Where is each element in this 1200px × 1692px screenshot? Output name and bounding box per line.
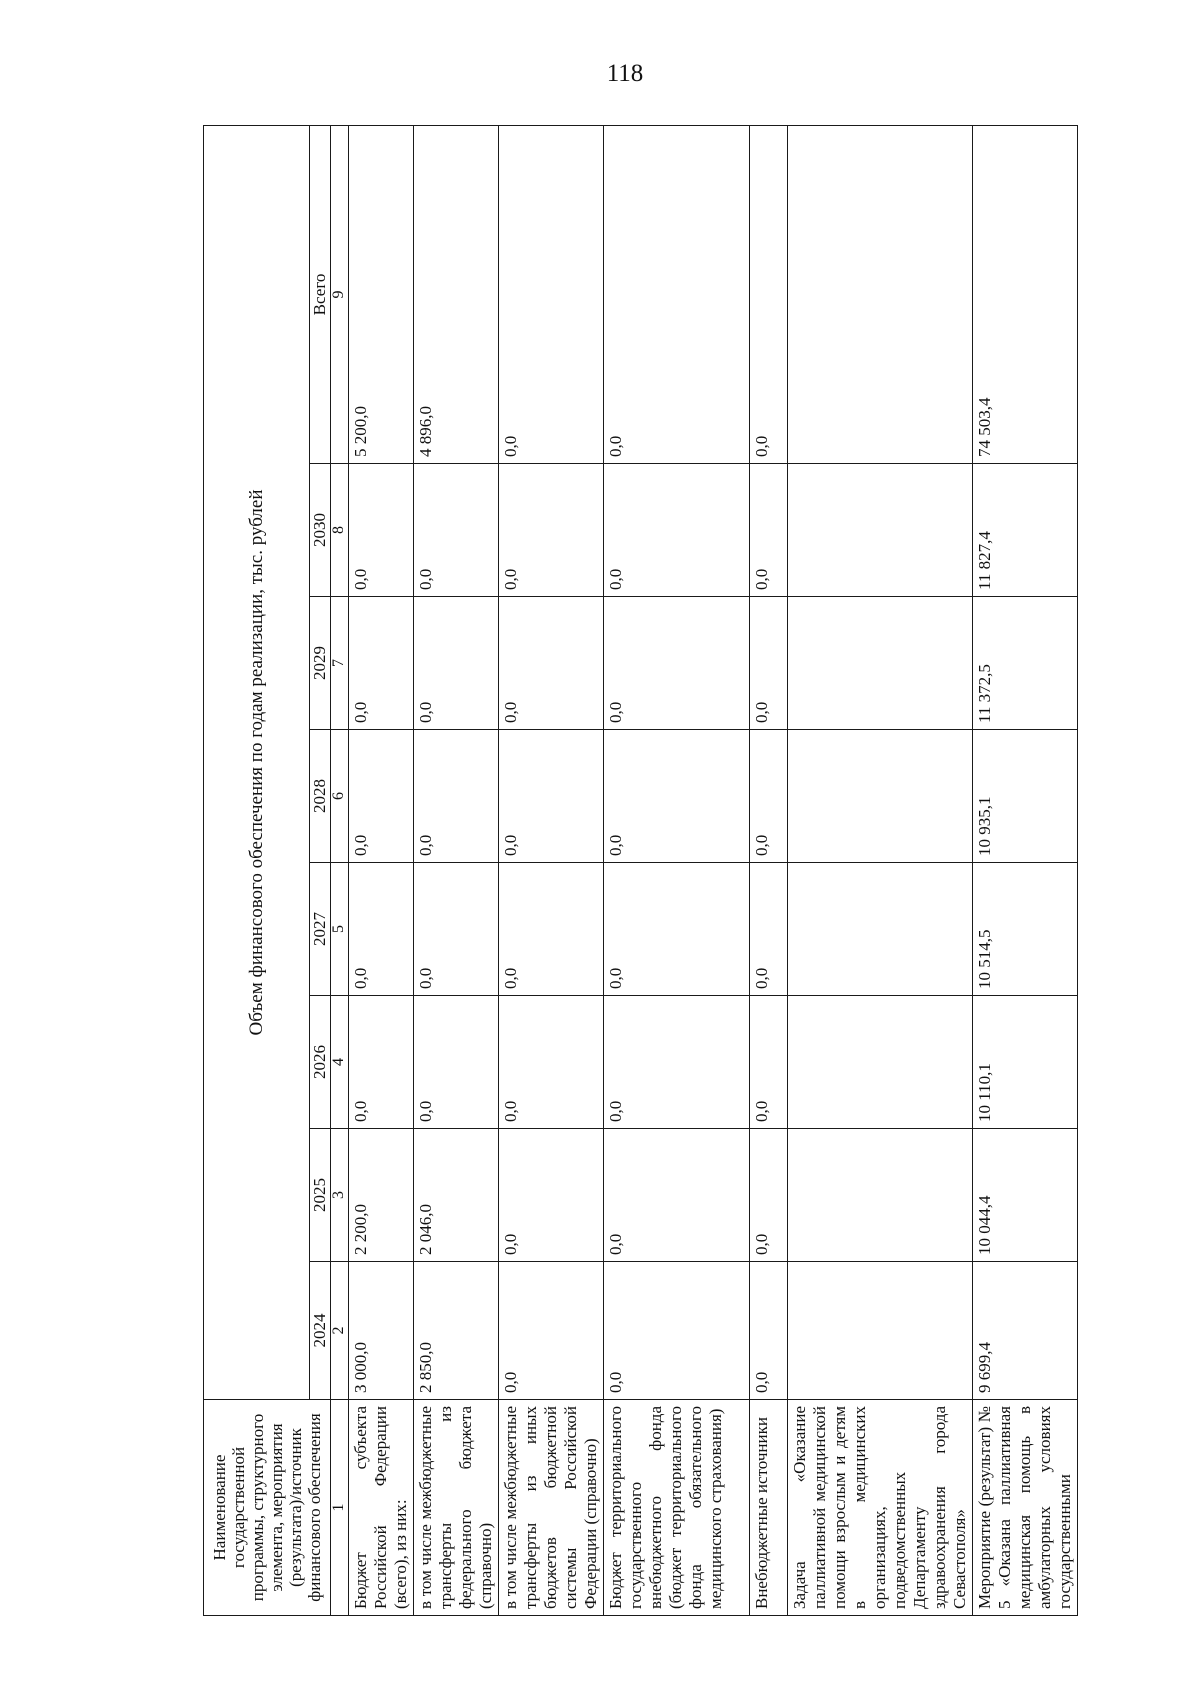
- cell-value: 0,0: [604, 996, 750, 1129]
- cell-value: [788, 730, 973, 863]
- cell-value: 0,0: [349, 730, 414, 863]
- cell-value: 0,0: [750, 730, 788, 863]
- cell-value: 0,0: [499, 1129, 604, 1262]
- cell-value: 0,0: [604, 464, 750, 597]
- cell-value: 0,0: [604, 125, 750, 463]
- cell-value: 3 000,0: [349, 1262, 414, 1400]
- page-number: 118: [606, 60, 644, 87]
- row-name: Задача «Оказание паллиативной медицинской помощи взрослым и детям в медицинских организациях, подведомственных Департаменту здравоохранения города Севастополя»: [788, 1400, 973, 1616]
- column-index: 2: [331, 1262, 349, 1400]
- year-header: 2025: [310, 1129, 331, 1262]
- cell-value: 10 514,5: [973, 863, 1078, 996]
- row-name: Мероприятие (результат) № 5 «Оказана паллиативная медицинская помощь в амбулаторных условиях государственными: [973, 1400, 1078, 1616]
- cell-value: 0,0: [604, 730, 750, 863]
- cell-value: [788, 1262, 973, 1400]
- cell-value: 0,0: [499, 597, 604, 730]
- year-header: 2024: [310, 1262, 331, 1400]
- cell-value: 0,0: [604, 1262, 750, 1400]
- column-index: 4: [331, 996, 349, 1129]
- cell-value: 0,0: [414, 730, 499, 863]
- cell-value: 0,0: [604, 863, 750, 996]
- cell-value: 0,0: [604, 1129, 750, 1262]
- cell-value: 10 110,1: [973, 996, 1078, 1129]
- column-index: 7: [331, 597, 349, 730]
- table-row: [499, 125, 604, 1615]
- cell-value: 0,0: [499, 464, 604, 597]
- column-index: 5: [331, 863, 349, 996]
- cell-value: 11 372,5: [973, 597, 1078, 730]
- cell-value: 0,0: [349, 597, 414, 730]
- year-header: 2027: [310, 863, 331, 996]
- cell-value: 9 699,4: [973, 1262, 1078, 1400]
- total-header: Всего: [310, 125, 331, 463]
- rotated-table-content: [203, 126, 1074, 1616]
- cell-value: 4 896,0: [414, 125, 499, 463]
- cell-value: 0,0: [499, 1262, 604, 1400]
- cell-value: [788, 863, 973, 996]
- row-name: в том числе межбюджетные трансферты из иных бюджетов бюджетной системы Российской Федерации (справочно): [499, 1400, 604, 1616]
- row-name: Бюджет субъекта Российской Федерации (всего), из них:: [349, 1400, 414, 1616]
- table-row: [604, 125, 750, 1615]
- cell-value: 0,0: [750, 1262, 788, 1400]
- cell-value: 0,0: [414, 464, 499, 597]
- table-row: [349, 125, 414, 1615]
- cell-value: 0,0: [349, 863, 414, 996]
- table-row: [788, 125, 973, 1615]
- cell-value: 0,0: [604, 597, 750, 730]
- cell-value: 10 935,1: [973, 730, 1078, 863]
- cell-value: 5 200,0: [349, 125, 414, 463]
- column-index: 9: [331, 125, 349, 463]
- source-column-header: Наименование государственной программы, структурного элемента, мероприятия (результата)/источник финансового обеспечения: [204, 1400, 331, 1616]
- cell-value: 74 503,4: [973, 125, 1078, 463]
- cell-value: 0,0: [349, 464, 414, 597]
- cell-value: 0,0: [750, 464, 788, 597]
- cell-value: [788, 597, 973, 730]
- row-name: Внебюджетные источники: [750, 1400, 788, 1616]
- table-row: [750, 125, 788, 1615]
- cell-value: 0,0: [414, 996, 499, 1129]
- year-header: 2030: [310, 464, 331, 597]
- cell-value: 2 200,0: [349, 1129, 414, 1262]
- column-index: 3: [331, 1129, 349, 1262]
- year-header: 2029: [310, 597, 331, 730]
- row-name: в том числе межбюджетные трансферты из федерального бюджета (справочно): [414, 1400, 499, 1616]
- financing-table: [203, 125, 1078, 1616]
- cell-value: [788, 996, 973, 1129]
- cell-value: [788, 1129, 973, 1262]
- cell-value: 0,0: [414, 597, 499, 730]
- cell-value: [788, 464, 973, 597]
- cell-value: 0,0: [499, 863, 604, 996]
- cell-value: 10 044,4: [973, 1129, 1078, 1262]
- column-index: 6: [331, 730, 349, 863]
- column-index: 8: [331, 464, 349, 597]
- year-header: 2026: [310, 996, 331, 1129]
- cell-value: [788, 125, 973, 463]
- cell-value: 0,0: [750, 996, 788, 1129]
- financing-volume-header: Объем финансового обеспечения по годам реализации, тыс. рублей: [204, 125, 310, 1399]
- cell-value: 0,0: [499, 996, 604, 1129]
- cell-value: 0,0: [499, 730, 604, 863]
- table-row: [414, 125, 499, 1615]
- table-row: [973, 125, 1078, 1615]
- cell-value: 0,0: [750, 1129, 788, 1262]
- year-header: 2028: [310, 730, 331, 863]
- cell-value: 0,0: [750, 863, 788, 996]
- cell-value: 11 827,4: [973, 464, 1078, 597]
- cell-value: 0,0: [750, 597, 788, 730]
- column-index: 1: [331, 1400, 349, 1616]
- cell-value: 0,0: [499, 125, 604, 463]
- rotated-table-frame: [203, 126, 1074, 1616]
- cell-value: 0,0: [414, 863, 499, 996]
- cell-value: 0,0: [349, 996, 414, 1129]
- cell-value: 2 046,0: [414, 1129, 499, 1262]
- cell-value: 0,0: [750, 125, 788, 463]
- cell-value: 2 850,0: [414, 1262, 499, 1400]
- row-name: Бюджет территориального государственного внебюджетного фонда (бюджет территориального фонда обязательного медицинского страхования): [604, 1400, 750, 1616]
